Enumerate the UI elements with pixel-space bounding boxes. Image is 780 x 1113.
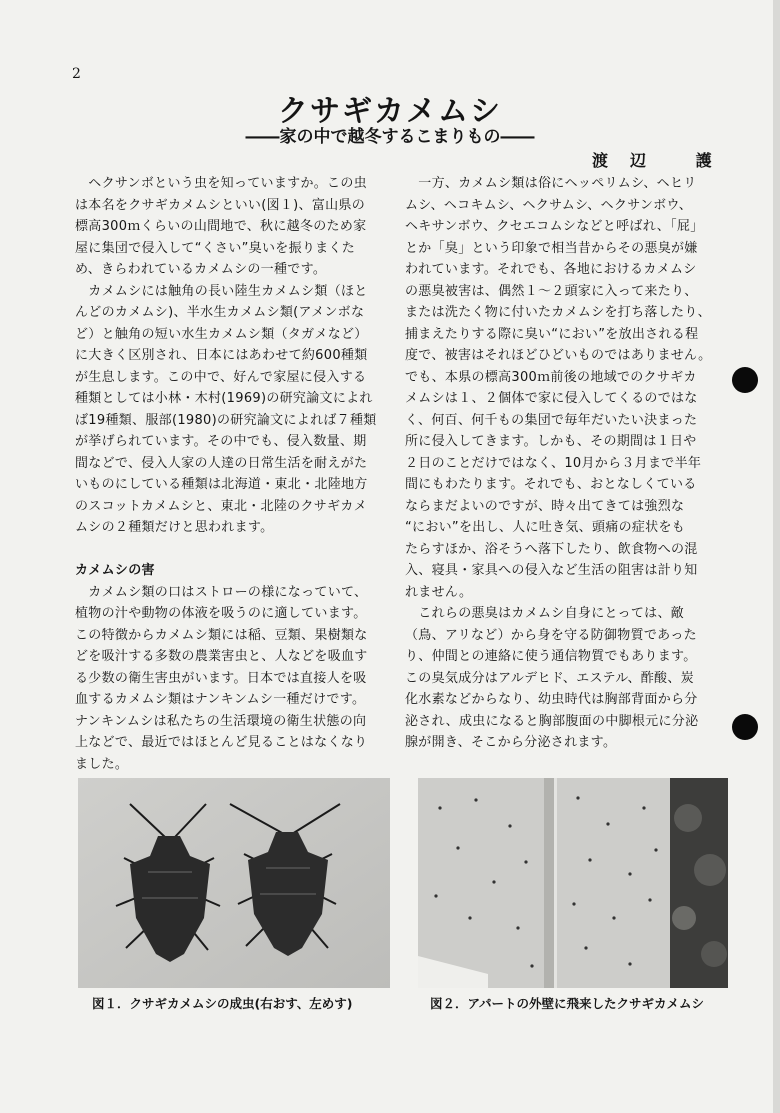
binding-hole — [732, 714, 758, 740]
text-line: これらの悪臭はカメムシ自身にとっては、敵 — [405, 606, 685, 621]
text-line: この臭気成分はアルデヒド、エステル、酢酸、炭 — [405, 670, 694, 686]
text-line: でも、本県の標高300ｍ前後の地域でのクサギカ — [405, 369, 697, 385]
article-subtitle: ――家の中で越冬するこまりもの―― — [245, 127, 535, 147]
text-line: （鳥、アリなど）から身を守る防御物質であった — [405, 627, 697, 643]
text-line: り、仲間との連絡に使う通信物質でもあります。 — [405, 649, 697, 664]
text-line: 標高300ｍくらいの山間地で、秋に越冬のため家 — [75, 219, 367, 234]
binding-hole — [732, 367, 758, 393]
text-line: “におい”を出し、人に吐き気、頭痛の症状をも — [405, 520, 686, 535]
paragraph-gap — [75, 539, 393, 561]
text-line: 化水素などからなり、幼虫時代は胸部背面から分 — [405, 692, 698, 707]
classification-paragraph — [75, 281, 393, 539]
text-line: 間などで、侵入人家の人達の日常生活を耐えがた — [75, 455, 368, 471]
text-line: が挙げられています。その中でも、侵入数量、期 — [75, 434, 367, 449]
article-title: クサギカメムシ — [278, 94, 502, 129]
text-line: ました。 — [75, 756, 129, 772]
text-line: 所に侵入してきます。しかも、その期間は１日や — [405, 434, 697, 449]
text-line: 入、寝具・家具への侵入など生活の阻害は計り知 — [405, 563, 698, 578]
text-line: とか「臭」という印象で相当昔からその悪臭が嫌 — [405, 240, 698, 256]
text-line: ヘキサンボウ、クセエコムシなどと呼ばれ、「屁」 — [405, 219, 704, 234]
figure1-photo — [78, 778, 390, 988]
text-line: 間にもわたります。それでも、おとなしくている — [405, 477, 697, 492]
text-line: のスコットカメムシと、東北・北陸のクサギカメ — [75, 498, 367, 514]
section-heading: カメムシの害 — [75, 563, 155, 578]
text-line: 植物の汁や動物の体液を吸うのに適しています。 — [75, 606, 367, 621]
text-line: 腺が開き、そこから分泌されます。 — [405, 735, 617, 750]
text-line: 一方、カメムシ類は俗にヘッペリムシ、ヘヒリ — [405, 176, 697, 191]
text-line: カメムシ類の口はストローの様になっていて、 — [75, 584, 368, 600]
apartment-wall-illustration — [418, 778, 728, 988]
page-edge — [773, 0, 780, 1113]
text-line: の悪臭被害は、偶然１～２頭家に入って来たり、 — [405, 283, 698, 299]
text-line: ヘクサンボという虫を知っていますか。この虫 — [75, 176, 367, 191]
intro-paragraph — [75, 173, 393, 281]
text-line: め、きらわれているカメムシの一種です。 — [75, 262, 327, 277]
text-line: 種類としては小林・木村(1969)の研究論文によれ — [75, 391, 373, 406]
drain-pipe — [544, 778, 554, 988]
text-line: いものにしている種類は北海道・東北・北陸地方 — [75, 477, 368, 492]
text-line: メムシは１、２個体で家に侵入してくるのではな — [405, 391, 698, 406]
text-line: 血するカメムシ類はナンキンムシ一種だけです。 — [75, 692, 366, 707]
text-line: 捕まえたりする際に臭い“におい”を放出される程 — [405, 326, 699, 342]
odor-chemistry-paragraph — [405, 603, 725, 754]
text-line: たらすほか、浴そうへ落下したり、飲食物への混 — [405, 541, 698, 557]
left-column — [75, 173, 393, 775]
stink-bugs-illustration — [78, 778, 390, 988]
text-line: どを吸汁する多数の農業害虫と、人などを吸血す — [75, 649, 368, 664]
text-line: 上などで、最近ではほとんど見ることはなくなり — [75, 735, 368, 750]
figure2-caption: 図２．アパートの外壁に飛来したクサギカメムシ — [430, 996, 705, 1011]
figure2-photo — [418, 778, 728, 988]
text-line: ２日のことだけではなく、10月から３月まで半年 — [405, 455, 702, 471]
text-line: ムシ、ヘコキムシ、ヘクサムシ、ヘクサンボウ、 — [405, 197, 693, 213]
text-line: この特徴からカメムシ類には稲、豆類、果樹類な — [75, 627, 368, 643]
text-line: に大きく区別され、日本にはあわせて約600種類 — [75, 348, 368, 363]
right-column — [405, 173, 725, 754]
text-line: 屋に集団で侵入して“くさい”臭いを振りまくた — [75, 240, 356, 256]
folk-names-paragraph — [405, 173, 725, 603]
text-line: ど）と触角の短い水生カメムシ類（タガメなど） — [75, 326, 368, 342]
text-line: 泌され、成虫になると胸部腹面の中脚根元に分泌 — [405, 713, 699, 729]
text-line: んどのカメムシ)、半水生カメムシ類(アメンボな — [75, 305, 365, 320]
text-line: または洗たく物に付いたカメムシを打ち落したり、 — [405, 305, 711, 320]
page-number: 2 — [72, 66, 81, 82]
text-line: ならまだよいのですが、時々出てきては強烈な — [405, 498, 685, 514]
text-line: カメムシには触角の長い陸生カメムシ類（ほと — [75, 283, 368, 299]
text-line: は本名をクサギカメムシといい(図１)、富山県の — [75, 197, 366, 213]
text-line: れません。 — [405, 584, 473, 600]
text-line: われています。それでも、各地におけるカメムシ — [405, 262, 697, 277]
text-line: が生息します。この中で、好んで家屋に侵入する — [75, 369, 367, 385]
text-line: 度で、被害はそれほどひどいものではありません。 — [405, 348, 712, 363]
text-line: る少数の衛生害虫がいます。日本では直接人を吸 — [75, 670, 367, 686]
author-name: 渡辺 護 — [592, 151, 734, 170]
figure1-caption: 図１．クサギカメムシの成虫(右おす、左めす) — [92, 996, 353, 1011]
damage-paragraph — [75, 582, 393, 776]
text-line: ムシの２種類だけと思われます。 — [75, 520, 274, 535]
text-line: ば19種類、服部(1980)の研究論文によれば７種類 — [75, 412, 377, 428]
text-line: ナンキンムシは私たちの生活環境の衛生状態の向 — [75, 713, 367, 729]
text-line: く、何百、何千もの集団で毎年だいたい決まった — [405, 412, 698, 428]
